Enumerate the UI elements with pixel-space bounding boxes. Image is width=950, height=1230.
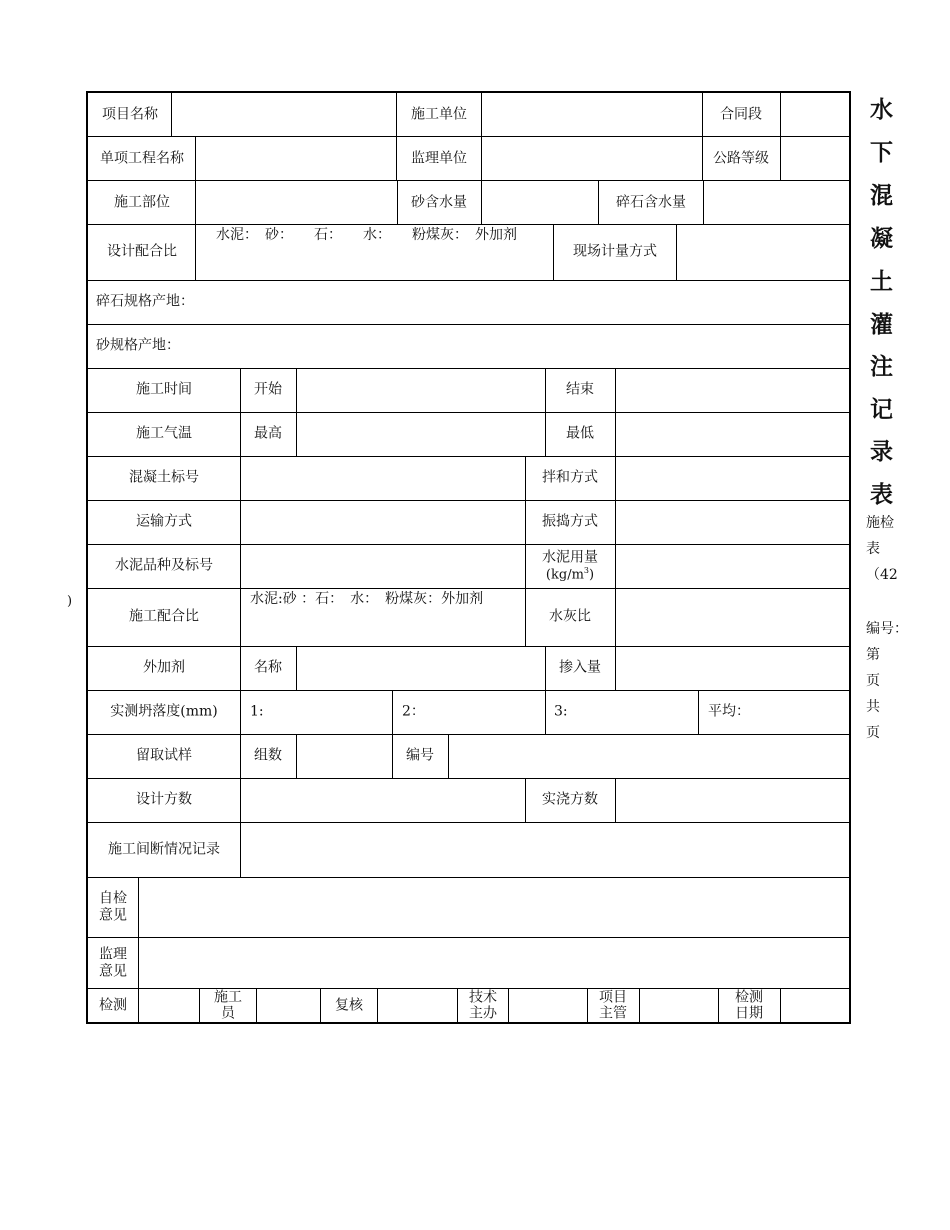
label-number: 编号 <box>406 747 434 764</box>
label-dosage: 掺入量 <box>559 659 601 676</box>
label-self-check-1: 自检 <box>99 890 127 907</box>
side-note-total: 共 <box>866 699 880 715</box>
title-char: 混 <box>870 183 893 209</box>
construction-mix-items: 水泥:砂 ：石： 水： 粉煤灰：外加剂 <box>250 591 484 607</box>
label-contractor: 施工单位 <box>411 106 467 123</box>
label-cement-amount-unit: $(kg/m^3)$ <box>545 566 595 583</box>
label-date-2: 日期 <box>735 1005 763 1022</box>
label-self-check-2: 意见 <box>99 907 127 924</box>
title-char: 灌 <box>870 312 893 338</box>
label-supervision-1: 监理 <box>99 946 127 963</box>
title-char: 凝 <box>870 226 893 252</box>
label-design-volume: 设计方数 <box>136 791 192 808</box>
title-char: 表 <box>870 482 893 508</box>
label-design-mix: 设计配合比 <box>107 243 177 260</box>
label-pm-1: 项目 <box>599 989 627 1006</box>
label-worker-2: 员 <box>221 1005 235 1022</box>
label-name: 名称 <box>254 659 282 676</box>
label-slump-3: 3: <box>554 703 568 720</box>
label-sub-project: 单项工程名称 <box>100 150 184 167</box>
label-wc-ratio: 水灰比 <box>549 608 591 625</box>
label-gravel-moisture: 碎石含水量 <box>616 194 686 211</box>
title-char: 水 <box>870 97 893 123</box>
label-gravel-origin: 碎石规格产地： <box>96 293 194 310</box>
side-note-page: 页 <box>866 673 880 689</box>
label-slump-1: 1: <box>250 703 264 720</box>
title-char: 下 <box>870 140 893 166</box>
label-contract-section: 合同段 <box>720 106 762 123</box>
label-min: 最低 <box>566 425 594 442</box>
title-char: 记 <box>870 397 893 423</box>
title-char: 注 <box>870 354 893 380</box>
label-interruption: 施工间断情况记录 <box>108 841 220 858</box>
label-group-count: 组数 <box>254 747 282 764</box>
label-actual-volume: 实浇方数 <box>542 791 598 808</box>
label-vibration-method: 振捣方式 <box>542 513 598 530</box>
stray-mark: ) <box>67 594 73 609</box>
side-note-page: 第 <box>866 647 880 663</box>
title-char: 录 <box>870 439 893 465</box>
label-sand-origin: 砂规格产地： <box>96 337 180 354</box>
construction-record-form <box>86 91 851 1024</box>
label-sand-moisture: 砂含水量 <box>411 194 467 211</box>
label-mixing-method: 拌和方式 <box>542 469 598 486</box>
label-cement-amount: 水泥用量 <box>542 549 598 566</box>
side-note-total: 页 <box>866 725 880 741</box>
label-construction-part: 施工部位 <box>114 194 170 211</box>
label-construction-mix: 施工配合比 <box>129 608 199 625</box>
label-inspection: 检测 <box>99 997 127 1014</box>
label-max: 最高 <box>254 425 282 442</box>
label-end: 结束 <box>566 381 594 398</box>
label-tech-1: 技术 <box>469 989 497 1006</box>
label-concrete-grade: 混凝土标号 <box>129 469 199 486</box>
label-start: 开始 <box>254 381 282 398</box>
label-transport-method: 运输方式 <box>136 513 192 530</box>
side-note: 施检 <box>866 515 894 531</box>
label-supervision-2: 意见 <box>99 963 127 980</box>
label-average: 平均： <box>708 703 750 720</box>
label-tech-2: 主办 <box>469 1005 497 1022</box>
label-construction-temp: 施工气温 <box>136 425 192 442</box>
label-road-grade: 公路等级 <box>713 150 769 167</box>
label-cement-type: 水泥品种及标号 <box>115 557 213 574</box>
label-slump: 实测坍落度(mm) <box>110 703 218 720</box>
label-supervisor: 监理单位 <box>411 150 467 167</box>
side-note: （42 <box>866 567 898 583</box>
label-project-name: 项目名称 <box>102 106 158 123</box>
label-review: 复核 <box>335 997 363 1014</box>
label-sample: 留取试样 <box>136 747 192 764</box>
side-note: 表 <box>866 541 880 557</box>
title-char: 土 <box>870 269 893 295</box>
label-site-metering: 现场计量方式 <box>573 243 657 260</box>
label-date-1: 检测 <box>735 989 763 1006</box>
label-slump-2: 2： <box>402 703 425 720</box>
label-construction-time: 施工时间 <box>136 381 192 398</box>
label-admixture: 外加剂 <box>143 659 185 676</box>
side-note-number: 编号： <box>866 621 908 637</box>
design-mix-items: 水泥： 砂： 石： 水： 粉煤灰： 外加剂 <box>216 227 517 243</box>
label-worker-1: 施工 <box>214 989 242 1006</box>
label-pm-2: 主管 <box>599 1005 627 1022</box>
